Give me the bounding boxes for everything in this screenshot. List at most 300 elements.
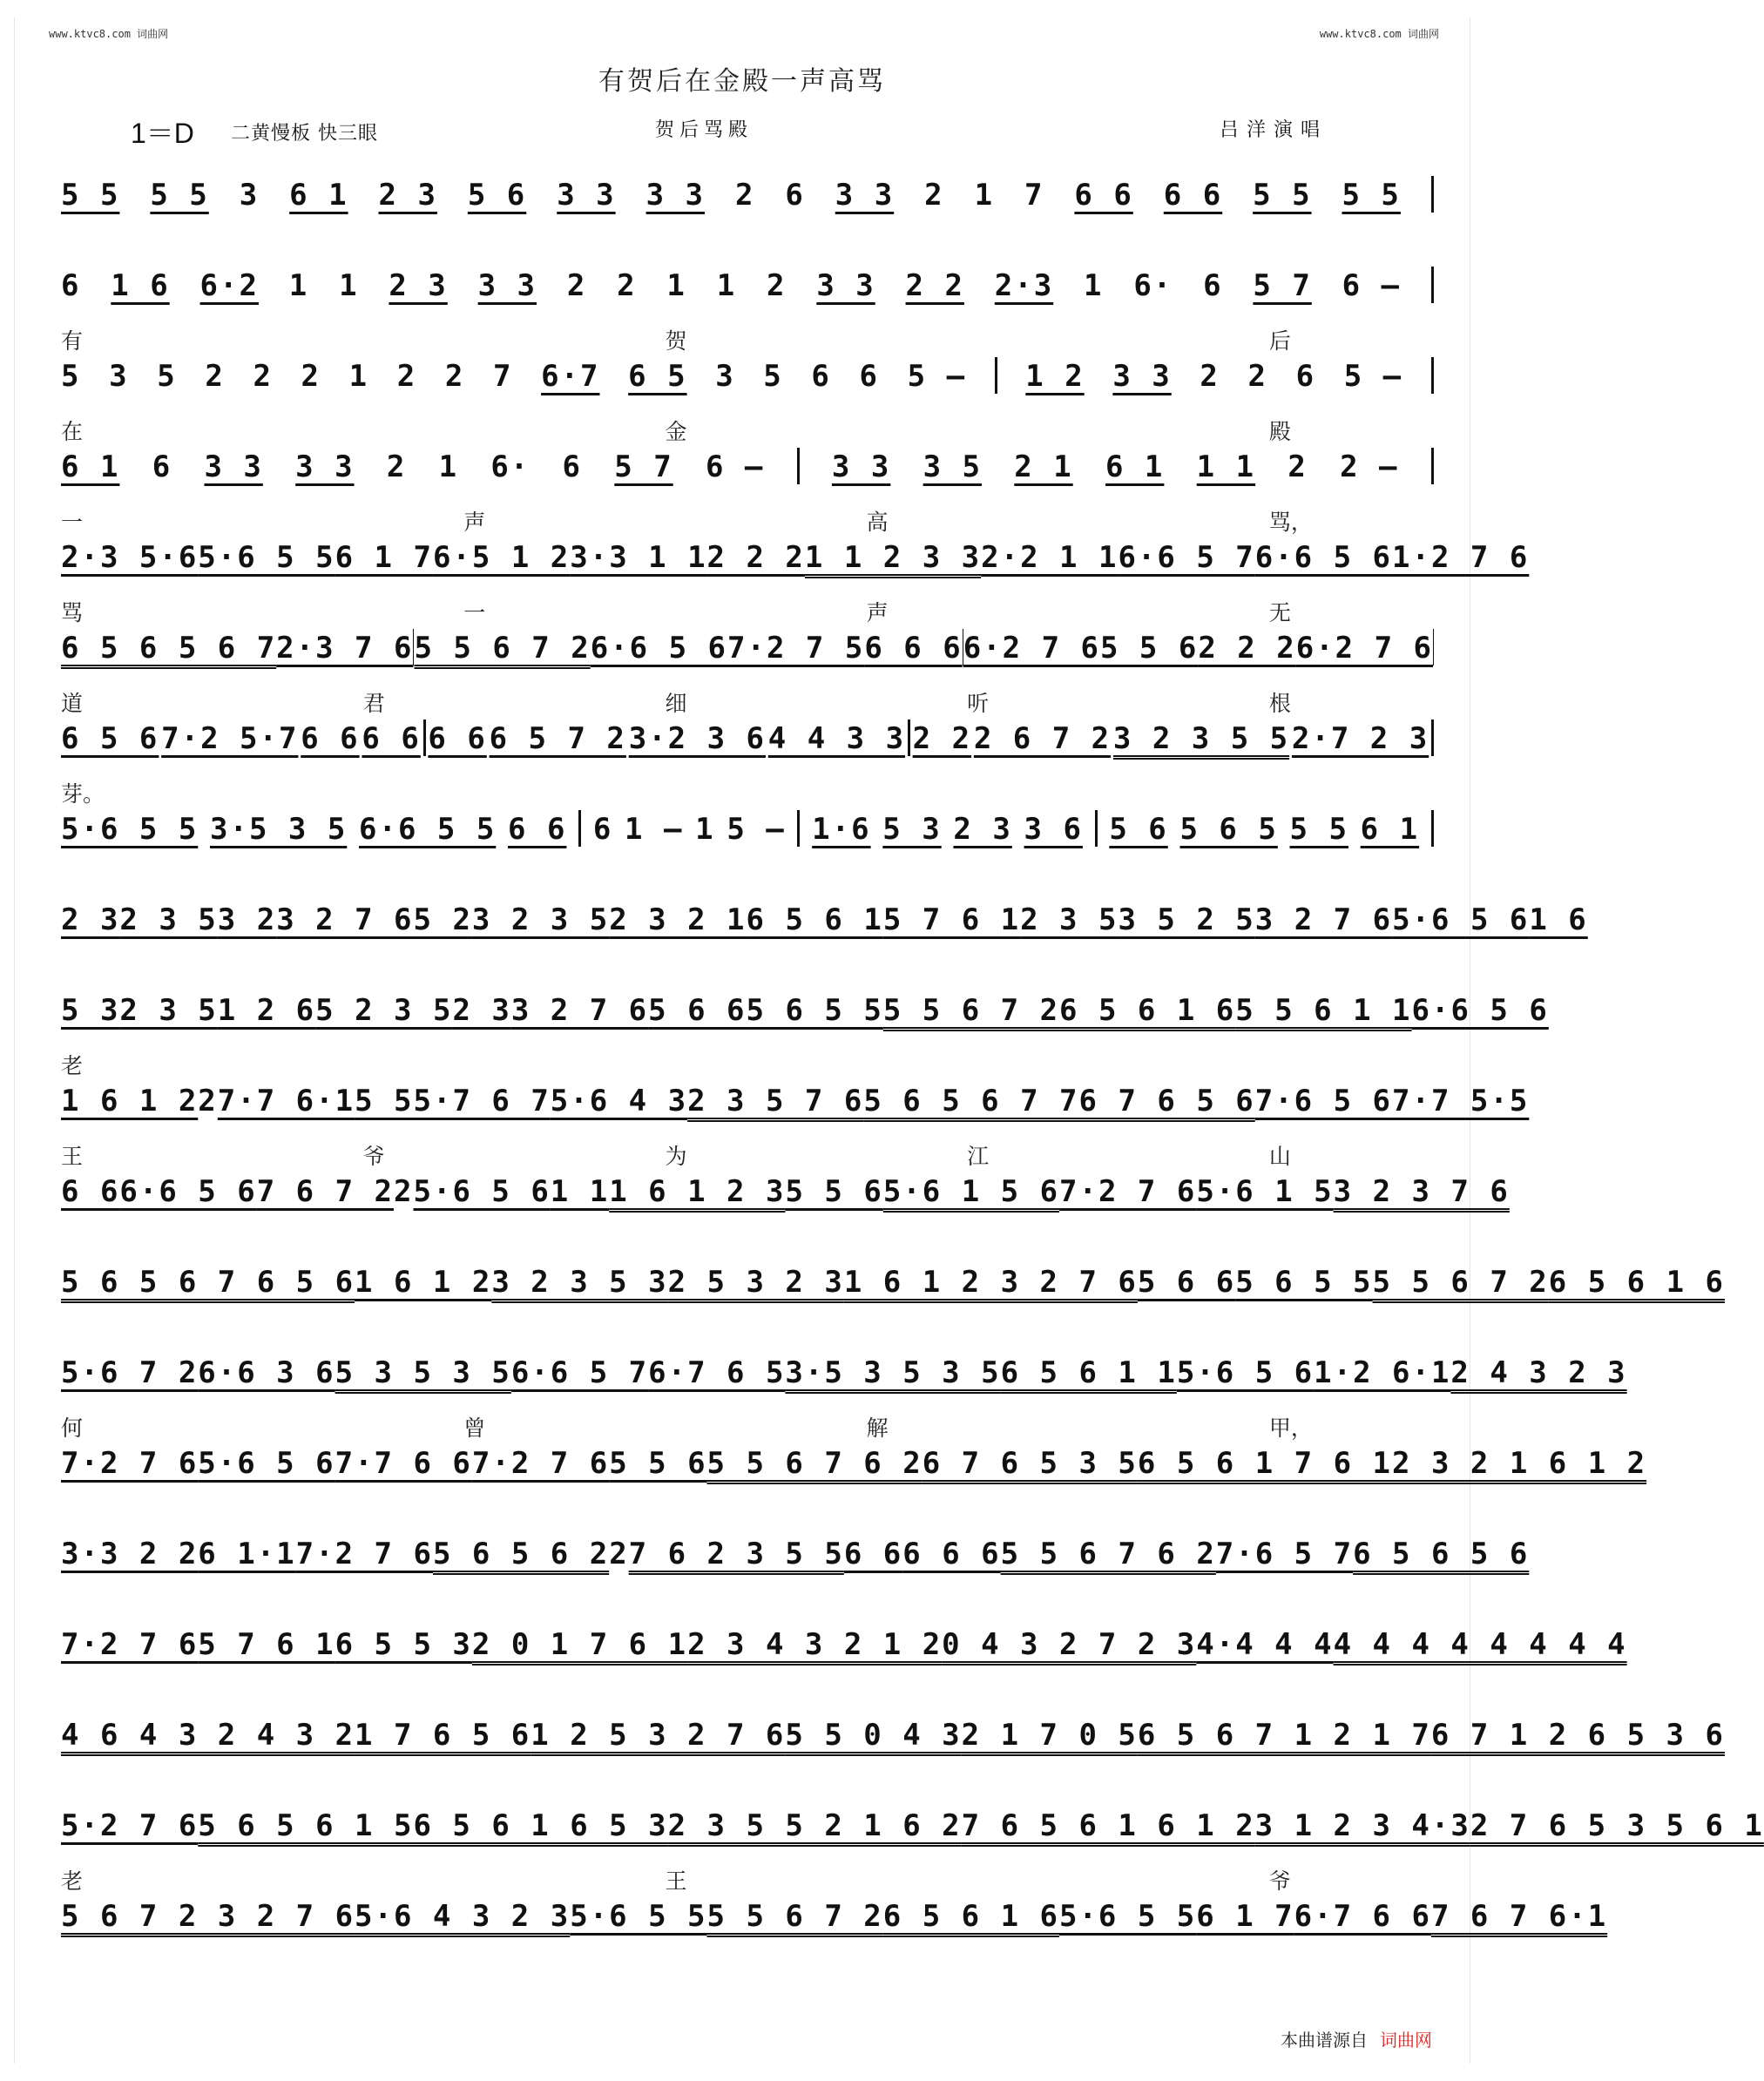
note-group: 5 5 6 <box>609 1446 707 1481</box>
note-group: 6·6 5 6 <box>119 1174 257 1209</box>
lyric-char: 无 <box>1268 600 1291 625</box>
notation-line <box>61 1807 1764 1843</box>
score-system <box>61 1139 1510 1230</box>
note-group: 6·6 5 5 <box>359 812 497 847</box>
tempo-marking: 二黄慢板 快三眼 <box>231 123 378 145</box>
note-group: 6 7 6 5 3 5 <box>922 1446 1138 1481</box>
lyric-char: 为 <box>665 1144 687 1169</box>
left-margin-strip <box>2 17 15 2064</box>
lyric-line <box>61 1049 1434 1082</box>
notation-line <box>61 176 1434 213</box>
note-group: 2 <box>253 359 273 394</box>
note-group: 7·2 5·7 <box>161 721 299 756</box>
note-group: 5 7 <box>1253 268 1312 303</box>
notation-line <box>61 629 1434 666</box>
right-margin-strip <box>1470 17 1483 2064</box>
note-group: 3 2 3 5 5 <box>1112 721 1290 756</box>
note-group: 5·7 6 7 <box>413 1084 551 1118</box>
lyric-char: 骂 <box>61 600 84 625</box>
note-group: 5 <box>61 359 81 394</box>
note-group: 5 5 6 1 1 <box>1235 993 1412 1028</box>
note-group: 7·7 6 6 <box>335 1446 472 1481</box>
note-group: 5 5 <box>355 1084 414 1118</box>
notation-line <box>61 1354 1627 1390</box>
score-system <box>61 868 1588 958</box>
note-group: 5·6 5 5 <box>1058 1899 1197 1934</box>
score-system <box>61 143 1434 233</box>
note-group: 2 <box>301 359 321 394</box>
score-system <box>61 1774 1764 1864</box>
note-group: 6 6 6 <box>902 1537 1001 1571</box>
note-group: 3 3 <box>1112 359 1172 394</box>
note-group: 5·6 7 2 <box>61 1355 199 1390</box>
lyric-line <box>61 324 1434 357</box>
lyric-line <box>61 505 1434 538</box>
note-group: 5 – <box>727 812 786 847</box>
note-group: 5 7 6 1 <box>198 1627 335 1662</box>
final-barline <box>1431 448 1434 484</box>
note-group: 6·2 <box>199 268 259 303</box>
note-group: 1 <box>288 268 309 303</box>
note-group: 3 3 <box>477 268 537 303</box>
note-group: 6 <box>1295 359 1316 394</box>
note-group: 6 5 6 1 6 <box>882 1899 1059 1934</box>
lyric-char: 王 <box>61 1144 84 1169</box>
lyric-char: 后 <box>1268 328 1291 354</box>
note-group: 2 3 5 5 2 1 6 2 <box>667 1808 962 1843</box>
note-group: 3 5 <box>923 449 983 484</box>
note-group: 2 <box>1288 449 1308 484</box>
note-group: 3 2 7 6 <box>1254 902 1393 937</box>
note-group: 6 6 <box>61 1174 120 1209</box>
score-system <box>61 1683 1725 1774</box>
note-group: 3 3 <box>816 268 875 303</box>
note-group: 5 <box>763 359 783 394</box>
note-group: 5·6 5 6 <box>198 1446 335 1481</box>
lyric-char: 老 <box>61 1868 84 1894</box>
note-group: 1 7 6 5 6 <box>355 1718 531 1753</box>
note-group: 6 5 6 5 6 <box>1353 1537 1530 1571</box>
lyric-char: 贺 <box>665 328 687 354</box>
note-group: 6 6 <box>301 721 360 756</box>
note-group: 3 3 <box>204 449 263 484</box>
note-group: 6 6 <box>428 721 487 756</box>
note-group: 3 <box>715 359 735 394</box>
note-group: 1 <box>339 268 359 303</box>
note-group: 5 6 7 2 3 2 7 6 <box>61 1899 355 1934</box>
note-group: 6 7 6 5 6 <box>1078 1084 1255 1118</box>
site-watermark-left: www.ktvc8.com 词曲网 <box>49 28 169 40</box>
notation-line <box>61 1082 1530 1118</box>
note-group: 2 7 6 5 3 5 6 1 <box>1470 1808 1764 1843</box>
note-group: 1 <box>348 359 369 394</box>
note-group: 6 <box>859 359 879 394</box>
note-group: 7 6 7 2 <box>256 1174 395 1209</box>
note-group: 6 <box>785 178 805 213</box>
note-group: 5 6 <box>1109 812 1168 847</box>
note-group: 2 – <box>1340 449 1399 484</box>
score-system <box>61 415 1434 505</box>
note-group: 1 6 1 2 3 <box>609 1174 786 1209</box>
note-group: 6 5 6 1 6 <box>1548 1265 1725 1300</box>
note-group: 6·6 5 6 <box>1254 540 1393 575</box>
lyric-char: 声 <box>866 600 889 625</box>
note-group: 1 1 2 3 3 <box>804 540 982 575</box>
note-group: 6 <box>1203 268 1223 303</box>
lyric-char: 一 <box>463 600 486 625</box>
note-group: 6 <box>592 812 613 847</box>
note-group: 1 <box>716 268 737 303</box>
note-group: 5 6 5 6 1 5 <box>198 1808 414 1843</box>
note-group: 3 3 <box>557 178 616 213</box>
notation-line <box>61 810 1434 847</box>
note-group: 2 <box>924 178 944 213</box>
note-group: 2 2 2 <box>706 540 805 575</box>
note-group: 5·6 5 5 <box>570 1899 707 1934</box>
note-group: 5·6 5 6 <box>413 1174 551 1209</box>
note-group: 5 2 3 5 <box>315 993 453 1028</box>
score-system <box>61 233 1434 324</box>
note-group: 2 6 7 2 <box>973 721 1112 756</box>
note-group: 6 5 7 2 <box>489 721 626 756</box>
note-group: 5·6 5 5 <box>61 812 199 847</box>
note-group: 2 5 3 2 3 <box>667 1265 844 1300</box>
lyric-char: 解 <box>866 1415 889 1441</box>
notation-line <box>61 538 1530 575</box>
lyric-line <box>61 1864 1434 1897</box>
note-group: 6· <box>490 449 531 484</box>
note-group: 2 0 1 7 6 1 <box>471 1627 688 1662</box>
final-barline <box>1433 629 1434 666</box>
score-title: 有贺后在金殿一声高骂 <box>598 66 886 97</box>
note-group: 1 <box>974 178 995 213</box>
note-group: 1 6 <box>1529 902 1588 937</box>
note-group: 5 6 5 <box>1179 812 1278 847</box>
note-group: 6 <box>811 359 831 394</box>
note-group: 7·2 7 6 <box>471 1446 610 1481</box>
note-group: 5 6 5 5 <box>1235 1265 1373 1300</box>
note-group: 5 5 6 7 2 <box>706 1899 883 1934</box>
lyric-char: 根 <box>1268 691 1291 716</box>
note-group: 2 3 <box>389 268 448 303</box>
note-group: 1 6 1 2 3 2 7 6 <box>843 1265 1138 1300</box>
score-system <box>61 1864 1608 1955</box>
note-group: 6 1 <box>289 178 348 213</box>
note-group: 6 – <box>1342 268 1402 303</box>
note-group: 5 5 <box>1253 178 1312 213</box>
note-group: 5 3 5 3 5 <box>335 1355 511 1390</box>
note-group: 6 7 1 2 6 5 3 6 <box>1430 1718 1725 1753</box>
notation-line <box>61 267 1434 303</box>
lyric-line <box>61 596 1434 629</box>
note-group: 2 3 <box>953 812 1012 847</box>
note-group: 7·2 7 6 <box>1059 1174 1197 1209</box>
lyric-char: 有 <box>61 328 84 354</box>
score-system <box>61 777 1434 868</box>
notation-line <box>61 901 1588 937</box>
lyric-char: 骂， <box>1268 510 1313 535</box>
note-group: 6· <box>1133 268 1173 303</box>
opera-subtitle: 贺后骂殿 <box>655 119 754 141</box>
note-group: 5 5 <box>61 178 120 213</box>
note-group: 6·6 5 7 <box>1118 540 1255 575</box>
note-group: 6 1 7 <box>335 540 433 575</box>
score-system <box>61 958 1549 1049</box>
lyric-line <box>61 777 1434 810</box>
note-group: 3 3 <box>835 178 895 213</box>
note-group: 3 3 <box>295 449 355 484</box>
note-group: 2 <box>396 359 417 394</box>
score-system <box>61 1592 1627 1683</box>
note-group: 6·7 6 5 <box>648 1355 786 1390</box>
note-group: 3 2 <box>217 902 277 937</box>
score-system <box>61 686 1434 777</box>
note-group: 1 2 5 3 2 7 6 <box>531 1718 786 1753</box>
final-barline <box>1431 720 1434 756</box>
note-group: 6 5 6 1 6 <box>1059 993 1236 1028</box>
note-group: 5 5 6 7 2 <box>882 993 1060 1028</box>
note-group: 5 5 <box>150 178 209 213</box>
note-group: 1·2 7 6 <box>1392 540 1530 575</box>
note-group: 5 7 6 1 <box>882 902 1021 937</box>
score-system <box>61 1502 1530 1592</box>
score-system <box>61 505 1530 596</box>
note-group: 5 5 0 4 3 <box>785 1718 962 1753</box>
note-group: 6 1 <box>1360 812 1420 847</box>
note-group: 3·2 3 6 <box>628 721 766 756</box>
note-group: 1 1 <box>550 1174 610 1209</box>
note-group: 5·6 4 3 2 3 <box>355 1899 571 1934</box>
lyric-char: 何 <box>61 1415 84 1441</box>
note-group: 3 3 <box>831 449 891 484</box>
note-group: 5·6 5 5 <box>198 540 335 575</box>
note-group: 1 <box>438 449 459 484</box>
note-group: 5 2 <box>413 902 472 937</box>
note-group: 5 – <box>907 359 967 394</box>
note-group: 6 5 6 <box>61 721 159 756</box>
source-label: 本曲谱源自 <box>1281 2030 1368 2051</box>
note-group: 5 5 6 7 2 <box>414 631 591 666</box>
lyric-char: 细 <box>665 691 687 716</box>
note-group: 3·3 1 1 <box>570 540 707 575</box>
notation-line <box>61 1444 1647 1481</box>
note-group: 7·2 7 6 <box>295 1537 433 1571</box>
note-group: 2 3 5 <box>119 902 218 937</box>
note-group: 2·7 2 3 <box>1291 721 1429 756</box>
note-group: 2 <box>198 1084 218 1118</box>
notation-line <box>61 1716 1725 1753</box>
note-group: 5 6 6 <box>1137 1265 1236 1300</box>
score-system <box>61 324 1434 415</box>
note-group: 2 <box>609 1537 629 1571</box>
note-group: 1 6 <box>111 268 170 303</box>
note-group: 6 1 7 <box>1196 1899 1294 1934</box>
note-group: 5·6 5 6 <box>1176 1355 1315 1390</box>
score-system <box>61 1230 1725 1321</box>
lyric-char: 一 <box>61 510 84 535</box>
score-system <box>61 596 1434 686</box>
lyric-char: 甲， <box>1268 1415 1313 1441</box>
note-group: 5 6 5 5 <box>746 993 883 1028</box>
barline <box>908 720 910 756</box>
note-group: 1 – <box>625 812 684 847</box>
note-group: 6 6 6 <box>864 631 963 666</box>
note-group: 2 3 5 7 6 <box>687 1084 864 1118</box>
note-group: 6·6 5 7 <box>510 1355 649 1390</box>
lyric-line <box>61 415 1434 448</box>
note-group: 1 2 6 <box>217 993 316 1028</box>
note-group: 2·3 7 6 <box>276 631 414 666</box>
note-group: 7 <box>492 359 513 394</box>
note-group: 2 3 <box>452 993 511 1028</box>
barline <box>995 357 997 394</box>
note-group: 5 6 5 6 2 <box>432 1537 610 1571</box>
note-group: 6 <box>152 449 172 484</box>
note-group: 5 6 5 6 7 6 5 6 <box>61 1265 355 1300</box>
note-group: 2 1 7 0 5 <box>961 1718 1138 1753</box>
note-group: 7·6 5 6 <box>1254 1084 1393 1118</box>
note-group: 5 6 6 <box>648 993 747 1028</box>
lyric-char: 道 <box>61 691 84 716</box>
note-group: 1·2 6·1 <box>1314 1355 1451 1390</box>
note-group: 2 1 <box>1014 449 1073 484</box>
note-group: 2 3 5 <box>119 993 218 1028</box>
notation-line <box>61 357 1434 394</box>
note-group: 5 <box>157 359 177 394</box>
lyric-line <box>61 1411 1434 1444</box>
note-group: 4 6 4 3 2 4 3 2 <box>61 1718 355 1753</box>
note-group: 4 4 4 4 4 4 4 4 <box>1333 1627 1627 1662</box>
note-group: 3 2 3 7 6 <box>1333 1174 1510 1209</box>
note-group: 5·6 4 3 <box>550 1084 688 1118</box>
note-group: 3·5 3 5 3 5 <box>785 1355 1001 1390</box>
score-system <box>61 1321 1627 1411</box>
note-group: 2 3 <box>378 178 437 213</box>
note-group: 6·2 7 6 <box>1295 631 1433 666</box>
note-group: 1 <box>1084 268 1104 303</box>
note-group: 1·6 <box>812 812 871 847</box>
notation-line <box>61 1263 1725 1300</box>
note-group: 5 6 5 6 7 7 <box>863 1084 1079 1118</box>
note-group: 3 3 <box>645 178 705 213</box>
barline <box>423 720 426 756</box>
note-group: 7·7 5·5 <box>1392 1084 1530 1118</box>
note-group: 2 <box>394 1174 414 1209</box>
note-group: 5 5 6 7 2 <box>1372 1265 1549 1300</box>
lyric-char: 王 <box>665 1868 687 1894</box>
note-group: 2 2 2 <box>1198 631 1296 666</box>
note-group: 6 1 <box>1105 449 1165 484</box>
note-group: 5 5 6 <box>1099 631 1199 666</box>
note-group: 2 <box>1200 359 1220 394</box>
lyric-line <box>61 1139 1434 1172</box>
note-group: 6 6 <box>1163 178 1223 213</box>
note-group: 2 <box>566 268 587 303</box>
note-group: 1 1 <box>1196 449 1256 484</box>
score-system <box>61 1411 1647 1502</box>
note-group: 6 6 <box>843 1537 903 1571</box>
note-group: 5·6 1 5 6 <box>882 1174 1060 1209</box>
note-group: 7·2 7 6 <box>61 1627 199 1662</box>
note-group: 6 5 6 1 <box>746 902 883 937</box>
note-group: 1 2 <box>1025 359 1085 394</box>
lyric-char: 曾 <box>463 1415 486 1441</box>
note-group: 2 <box>734 178 755 213</box>
note-group: 6 1 <box>61 449 120 484</box>
note-group: 4 4 3 3 <box>767 721 906 756</box>
note-group: 2 <box>1247 359 1267 394</box>
note-group: 6·7 6 6 <box>1294 1899 1431 1934</box>
source-brand-link[interactable]: 词曲网 <box>1380 2030 1432 2051</box>
note-group: 1 6 1 2 <box>355 1265 492 1300</box>
note-group: 5 5 <box>1342 178 1401 213</box>
note-group: 5·6 5 6 <box>1392 902 1530 937</box>
lyric-char: 江 <box>967 1144 990 1169</box>
note-group: 6 5 6 5 6 7 <box>61 631 277 666</box>
note-group: 5 6 <box>467 178 527 213</box>
final-barline <box>1431 810 1434 847</box>
notation-line <box>61 1535 1530 1571</box>
note-group: 6 5 6 7 1 2 1 7 <box>1137 1718 1431 1753</box>
note-group: 2 <box>617 268 637 303</box>
source-footer <box>1281 2026 1432 2051</box>
note-group: 5 5 6 <box>785 1174 883 1209</box>
note-group: 1 6 1 2 <box>61 1084 199 1118</box>
note-group: 2 3 <box>61 902 120 937</box>
note-group: 5·6 1 5 <box>1196 1174 1334 1209</box>
lyric-char: 山 <box>1268 1144 1291 1169</box>
note-group: 5 3 <box>61 993 120 1028</box>
note-group: 6 <box>61 268 81 303</box>
note-group: 5 7 <box>614 449 673 484</box>
note-group: 3 2 3 5 3 <box>491 1265 668 1300</box>
note-group: 7 6 7 6·1 <box>1430 1899 1608 1934</box>
note-group: 3 1 2 3 4·3 <box>1254 1808 1470 1843</box>
lyric-char: 殿 <box>1268 419 1291 444</box>
final-barline <box>1431 267 1434 303</box>
lyric-char: 爷 <box>362 1144 385 1169</box>
note-group: 2 2 <box>912 721 972 756</box>
note-group: 7·6 5 7 <box>1215 1537 1354 1571</box>
lyric-char: 听 <box>967 691 990 716</box>
note-group: 6·6 5 6 <box>590 631 728 666</box>
note-group: 7·2 7 5 <box>727 631 865 666</box>
note-group: 6·2 7 6 <box>963 631 1100 666</box>
note-group: 3·5 3 5 <box>210 812 348 847</box>
notation-line <box>61 1172 1510 1209</box>
note-group: 2 <box>444 359 465 394</box>
note-group: 5 5 <box>1289 812 1348 847</box>
barline <box>578 810 581 847</box>
note-group: 7·2 7 6 <box>61 1446 199 1481</box>
note-group: 1 <box>695 812 715 847</box>
note-group: 5 3 <box>882 812 942 847</box>
note-group: 6 5 6 1 6 5 3 <box>413 1808 668 1843</box>
note-group: 3 2 7 6 <box>276 902 414 937</box>
note-group: 0 4 3 2 7 2 3 <box>942 1627 1197 1662</box>
site-watermark-right: www.ktvc8.com 词曲网 <box>1319 28 1439 40</box>
note-group: 6 5 <box>628 359 687 394</box>
note-group: 6 6 <box>1074 178 1133 213</box>
lyric-char: 在 <box>61 419 84 444</box>
notation-line <box>61 720 1434 756</box>
note-group: 7 <box>1024 178 1044 213</box>
lyric-char: 老 <box>61 1053 84 1078</box>
note-group: 6·7 <box>541 359 600 394</box>
lyric-char: 声 <box>463 510 486 535</box>
note-group: 4·4 4 4 <box>1196 1627 1334 1662</box>
note-group: 2 3 5 <box>1020 902 1119 937</box>
